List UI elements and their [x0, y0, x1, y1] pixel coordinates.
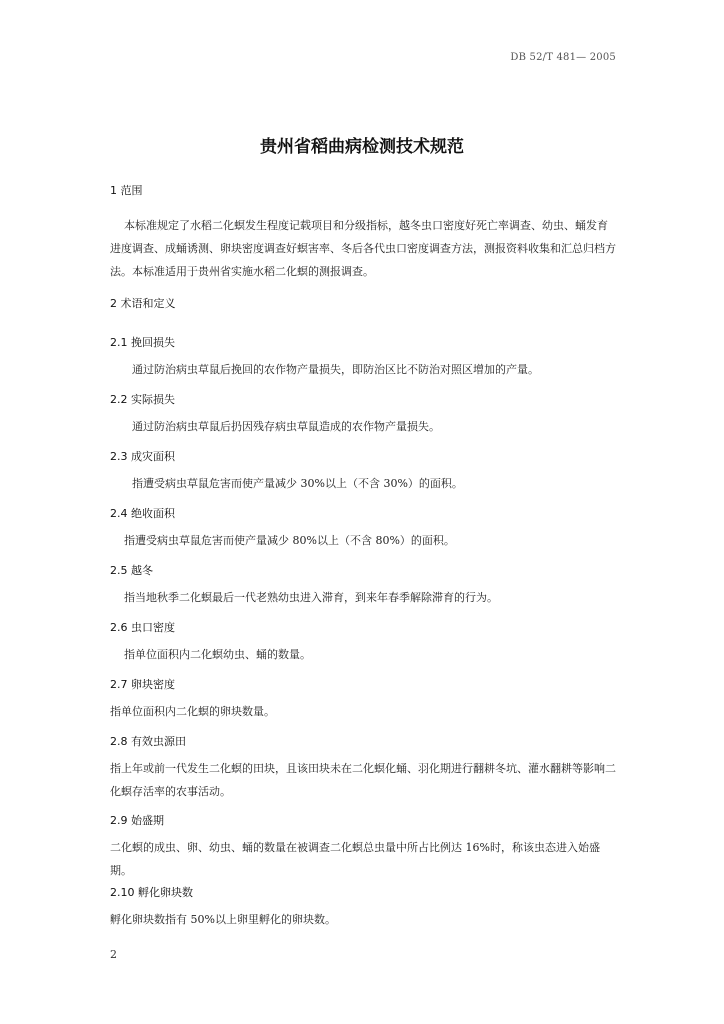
section-paragraph: 指当地秋季二化螟最后一代老熟幼虫进入滞育，到来年春季解除滞育的行为。	[124, 591, 498, 604]
section-heading: 2 术语和定义	[110, 297, 176, 310]
section-paragraph: 指上年或前一代发生二化螟的田块，且该田块未在二化螟化蛹、羽化期进行翻耕冬坑、灌水翻耕等影响二化螟存活率的农事活动。	[110, 762, 616, 798]
section-paragraph: 指单位面积内二化螟的卵块数量。	[110, 705, 275, 718]
section-heading: 2.5 越冬	[110, 564, 153, 577]
section-paragraph: 通过防治病虫草鼠后挽回的农作物产量损失，即防治区比不防治对照区增加的产量。	[132, 363, 539, 376]
document-title: 贵州省稻曲病检测技术规范	[260, 137, 464, 157]
section-paragraph: 孵化卵块数指有 50%以上卵里孵化的卵块数。	[110, 913, 336, 926]
section-heading: 2.4 绝收面积	[110, 507, 175, 520]
standard-code: DB 52/T 481— 2005	[510, 52, 616, 63]
section-paragraph: 指遭受病虫草鼠危害而使产量减少 80%以上（不含 80%）的面积。	[124, 534, 455, 547]
section-heading: 2.7 卵块密度	[110, 678, 175, 691]
section-heading: 2.2 实际损失	[110, 393, 175, 406]
section-paragraph: 本标准规定了水稻二化螟发生程度记载项目和分级指标，越冬虫口密度好死亡率调查、幼虫、蛹发育进度调查、成蛹诱测、卵块密度调查好螟害率、冬后各代虫口密度调查方法，测报资料收集和汇总归档方法。本标准适用于贵州省实施水稻二化螟的测报调查。	[110, 219, 616, 278]
section-heading: 1 范围	[110, 184, 143, 197]
section-paragraph: 二化螟的成虫、卵、幼虫、蛹的数量在被调查二化螟总虫量中所占比例达 16%时，称该虫态进入始盛期。	[110, 841, 600, 877]
section-heading: 2.9 始盛期	[110, 814, 164, 827]
section-heading: 2.6 虫口密度	[110, 621, 175, 634]
section-heading: 2.3 成灾面积	[110, 450, 175, 463]
section-paragraph: 通过防治病虫草鼠后扔因残存病虫草鼠造成的农作物产量损失。	[132, 420, 440, 433]
section-heading: 2.10 孵化卵块数	[110, 886, 193, 899]
section-heading: 2.8 有效虫源田	[110, 735, 186, 748]
section-paragraph: 指遭受病虫草鼠危害而使产量减少 30%以上（不含 30%）的面积。	[132, 477, 463, 490]
section-heading: 2.1 挽回损失	[110, 336, 175, 349]
page-number: 2	[110, 948, 117, 961]
section-paragraph: 指单位面积内二化螟幼虫、蛹的数量。	[124, 648, 311, 661]
